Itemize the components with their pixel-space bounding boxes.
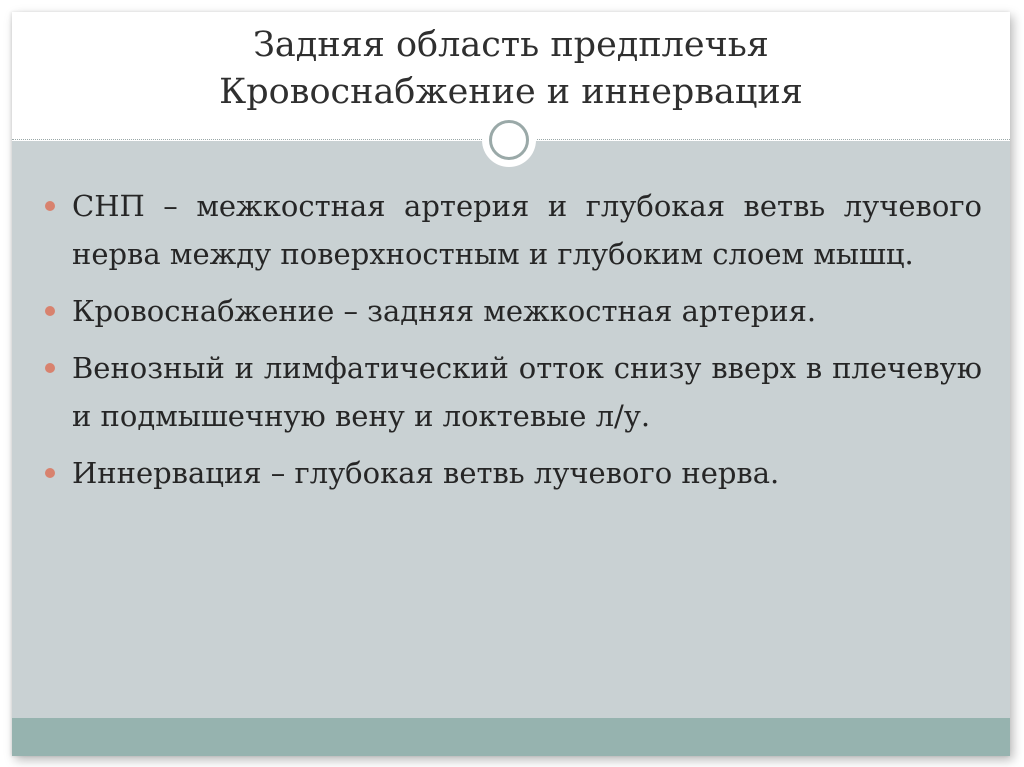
bullet-marker-icon <box>45 201 55 211</box>
ornament-ring <box>489 120 529 160</box>
bullet-marker-icon <box>45 306 55 316</box>
bullet-marker-icon <box>45 468 55 478</box>
bullet-text: Венозный и лимфатический отток снизу вверх в плечевую и подмышечную вену и локтевые л/у. <box>72 351 982 433</box>
bullet-item <box>42 344 982 440</box>
circle-ornament-icon <box>482 113 536 167</box>
bullet-marker-icon <box>45 363 55 373</box>
slide-title <box>12 22 1010 116</box>
slide-title-line-2: Кровоснабжение и иннервация <box>219 72 803 112</box>
bullet-item <box>42 287 982 335</box>
bullet-text: Иннервация – глубокая ветвь лучевого нерва. <box>72 456 780 490</box>
footer-band <box>12 718 1010 756</box>
bullet-item <box>42 449 982 497</box>
bullet-item <box>42 182 982 278</box>
slide <box>12 12 1010 756</box>
slide-title-line-1: Задняя область предплечья <box>253 25 769 65</box>
bullet-text: Кровоснабжение – задняя межкостная артерия. <box>72 294 817 328</box>
bullet-list <box>42 182 982 506</box>
bullet-text: СНП – межкостная артерия и глубокая ветвь лучевого нерва между поверхностным и глубоким слоем мышц. <box>72 189 982 271</box>
